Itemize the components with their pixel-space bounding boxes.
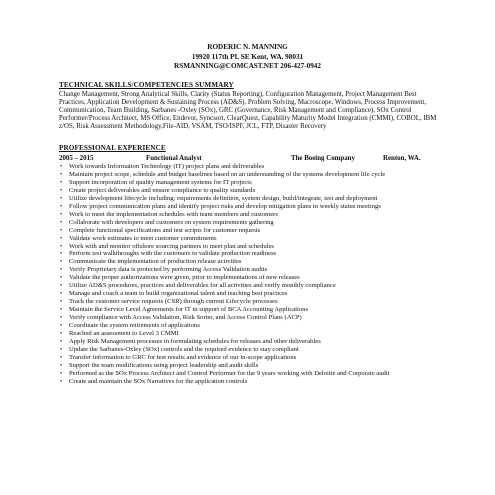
list-item [59, 227, 442, 235]
bullet-icon: • [60, 322, 63, 330]
duty-text: Support incorporation of quality management systems for IT projects [69, 178, 252, 186]
bullet-icon: • [60, 337, 63, 345]
list-item [59, 219, 442, 227]
list-item [59, 322, 442, 330]
bullet-icon: • [60, 314, 63, 322]
list-item [59, 330, 442, 338]
list-item [59, 346, 442, 354]
job-dates: 2005 – 2015 [59, 155, 94, 162]
duty-text: Update the Sarbanes-Oxley (SOx) controls and the required evidence to stay compliant [69, 345, 299, 353]
list-item [59, 314, 442, 322]
list-item [59, 298, 442, 306]
experience-heading: PROFESSIONAL EXPERIENCE [59, 144, 166, 152]
duty-text: Performed as the SOx Process Architect and Control Performer for the 9 years working with Deloitte and Corporate audit [69, 369, 390, 377]
list-item [59, 378, 442, 386]
list-item [59, 362, 442, 370]
bullet-icon: • [60, 290, 63, 298]
job-company: The Boeing Company [291, 155, 355, 162]
duty-text: Utilize development lifecycle including; requirements definition, system design, build/integrate, test and deployment [69, 194, 378, 202]
skills-heading: TECHNICAL SKILLS/COMPETENCIES SUMMARY [59, 81, 234, 89]
duty-text: Complete functional specifications and test scripts for customer requests [69, 226, 261, 234]
duty-text: Perform test walkthroughs with the customers to validate production readiness [69, 250, 277, 258]
bullet-icon: • [60, 163, 63, 170]
duty-text: Maintain project scope, schedule and budget baselines based on an understanding of the systems development life cycle [69, 170, 386, 178]
job-header [59, 154, 439, 163]
list-item [59, 187, 442, 195]
list-item [59, 338, 442, 346]
duty-text: Reached an assessment to Level 3 CMMI [69, 330, 179, 338]
bullet-icon: • [60, 178, 63, 186]
duty-text: Maintain the Service Level Agreements for IT in support of BCA Accounting Applications [69, 306, 309, 314]
duty-text: Create project deliverables and ensure compliance to quality standards [69, 186, 256, 194]
duty-text: Verify compliance with Access Validation, Risk Sorter, and Access Control Plans (ACP) [69, 314, 302, 322]
candidate-address: 19920 117th PL SE Kent, WA. 98031 [191, 52, 304, 61]
list-item [59, 290, 442, 298]
list-item [59, 203, 442, 211]
bullet-icon: • [60, 345, 63, 353]
list-item [59, 266, 442, 274]
bullet-icon: • [60, 170, 63, 178]
duty-text: Work with and monitor offshore sourcing partners to meet plan and schedules [69, 242, 274, 250]
duty-text: Communicate the implementation of production release activities [69, 258, 242, 266]
bullet-icon: • [60, 234, 63, 242]
list-item [59, 171, 442, 179]
list-item [59, 195, 442, 203]
candidate-email-phone: RSMANNING@COMCAST.NET 206-427-0942 [174, 62, 321, 71]
duty-text: Utilize AD&S procedures, practices and deliverables for all activities and verify monthly compliance [69, 282, 336, 290]
bullet-icon: • [60, 194, 63, 202]
duty-text: Collaborate with developers and customers on system requirements gathering [69, 218, 274, 226]
bullet-icon: • [60, 298, 63, 306]
job-location: Renton, WA. [383, 155, 421, 162]
bullet-icon: • [60, 210, 63, 218]
skills-summary: Change Management, Strong Analytical Skills, Clarity (Status Reporting), Configuration Management, Project Management Best Practices, Application Development & Sustaining Process (AD&S), Problem Solving, Macroscope, Windows, Process Improvement, Communication, Team Building, Sarbanes -Oxley (SOx), GRC (Governance, Risk Management and Compliance), SOx Control Performer/Process Architect, MS Office, Endevor, Syncsort, ClearQuest, Capability Maturity Model Integration (CMMI), COBOL, IBM z/OS, Risk Assessment Methodology,File-AID, VSAM, TSO/ISPF, JCL, FTP, Disaster Recovery [59, 91, 437, 131]
duty-text: Follow project communication plans and identify project risks and develop mitigation plans in weekly status meetings [69, 202, 381, 210]
bullet-icon: • [60, 306, 63, 314]
job-duties-list [59, 163, 442, 386]
bullet-icon: • [60, 242, 63, 250]
bullet-icon: • [60, 218, 63, 226]
list-item [59, 282, 442, 290]
duty-text: Verify Proprietary data is protected by performing Access Validation audits [69, 266, 268, 274]
duty-text: Create and maintain the SOx Narratives for the application controls [69, 377, 248, 385]
list-item [59, 179, 442, 187]
duty-text: Coordinate the system retirements of applications [69, 322, 200, 330]
list-item [59, 258, 442, 266]
bullet-icon: • [60, 330, 63, 338]
duty-text: Support the team modifications using project leadership and audit skills [69, 361, 259, 369]
duty-text: Validate the proper authorizations were given, prior to implementations of new releases [69, 274, 300, 282]
candidate-name: RODERIC N. MANNING [207, 43, 288, 51]
contact-header [0, 43, 495, 72]
list-item [59, 163, 442, 171]
bullet-icon: • [60, 282, 63, 290]
list-item [59, 250, 442, 258]
bullet-icon: • [60, 226, 63, 234]
bullet-icon: • [60, 353, 63, 361]
duty-text: Validate work estimates to meet customer commitments [69, 234, 217, 242]
duty-text: Apply Risk Management processes in formulating schedules for releases and other deliverables [69, 337, 321, 345]
bullet-icon: • [60, 258, 63, 266]
bullet-icon: • [60, 202, 63, 210]
duty-text: Work to meet the implementation schedules with team members and customers [69, 210, 278, 218]
bullet-icon: • [60, 274, 63, 282]
duty-text: Transfer information to GRC for test results and evidence of our in-scope applications [69, 353, 297, 361]
list-item [59, 370, 442, 378]
duty-text: Manage and coach a team to build organizational talent and teaching best practices [69, 290, 288, 298]
list-item [59, 211, 442, 219]
bullet-icon: • [60, 250, 63, 258]
bullet-icon: • [60, 369, 63, 377]
list-item [59, 243, 442, 251]
list-item [59, 354, 442, 362]
list-item [59, 274, 442, 282]
bullet-icon: • [60, 186, 63, 194]
bullet-icon: • [60, 361, 63, 369]
list-item [59, 306, 442, 314]
bullet-icon: • [60, 377, 63, 385]
bullet-icon: • [60, 266, 63, 274]
list-item [59, 235, 442, 243]
duty-text: Work towards Information Technology (IT) project plans and deliverables [69, 163, 265, 170]
job-title: Functional Analyst [146, 155, 202, 162]
duty-text: Track the customer service requests (CSR) through current Lifecycle processes [69, 298, 278, 306]
